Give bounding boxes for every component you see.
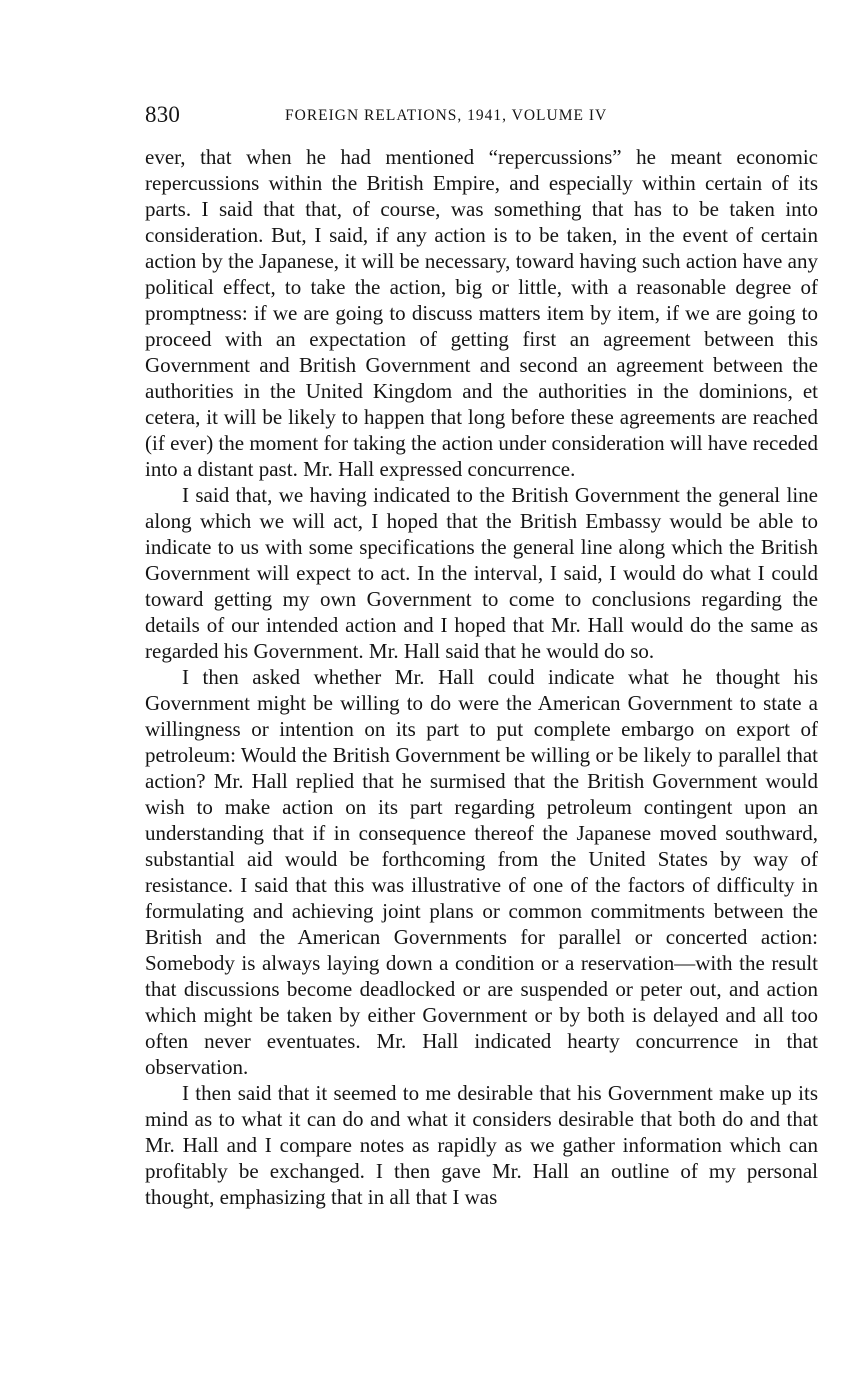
body-text — [145, 144, 818, 1210]
running-head: FOREIGN RELATIONS, 1941, VOLUME IV — [285, 107, 608, 124]
paragraph: I said that, we having indicated to the British Government the general line along which we will act, I hoped that the British Embassy would be able to indicate to us with some specifications the general line along which the British Government will expect to act. In the interval, I said, I would do what I could toward getting my own Government to come to conclusions regarding the details of our intended action and I hoped that Mr. Hall would do the same as regarded his Government. Mr. Hall said that he would do so. — [145, 483, 818, 663]
paragraph: I then said that it seemed to me desirable that his Government make up its mind as to what it can do and what it considers desirable that both do and that Mr. Hall and I compare notes as rapidly as we gather information which can profitably be exchanged. I then gave Mr. Hall an outline of my personal thought, emphasizing that in all that I was — [145, 1081, 818, 1209]
paragraph-continued: ever, that when he had mentioned “repercussions” he meant economic repercussions within the British Empire, and especially within certain of its parts. I said that that, of course, was something that has to be taken into consideration. But, I said, if any action is to be taken, in the event of certain action by the Japanese, it will be necessary, toward having such action have any political effect, to take the action, big or little, with a reasonable degree of promptness: if we are going to discuss matters item by item, if we are going to proceed with an expectation of getting first an agreement between this Government and British Government and second an agreement between the authorities in the United Kingdom and the authorities in the dominions, et cetera, it will be likely to happen that long before these agreements are reached (if ever) the moment for taking the action under consideration will have receded into a distant past. Mr. Hall expressed concurrence. — [145, 145, 818, 481]
page-number: 830 — [145, 102, 181, 127]
paragraph: I then asked whether Mr. Hall could indicate what he thought his Government might be willing to do were the American Government to state a willingness or intention on its part to put complete embargo on export of petroleum: Would the British Government be willing or be likely to parallel that action? Mr. Hall replied that he surmised that the British Government would wish to make action on its part regarding petroleum contingent upon an understanding that if in consequence thereof the Japanese moved southward, substantial aid would be forthcoming from the United States by way of resistance. I said that this was illustrative of one of the factors of difficulty in formulating and achieving joint plans or common commitments between the British and the American Governments for parallel or concerted action: Somebody is always laying down a condition or a reservation—with the result that discussions become deadlocked or are suspended or peter out, and action which might be taken by either Government or by both is delayed and all too often never eventuates. Mr. Hall indicated hearty concurrence in that observation. — [145, 665, 818, 1079]
page-header — [145, 101, 825, 131]
